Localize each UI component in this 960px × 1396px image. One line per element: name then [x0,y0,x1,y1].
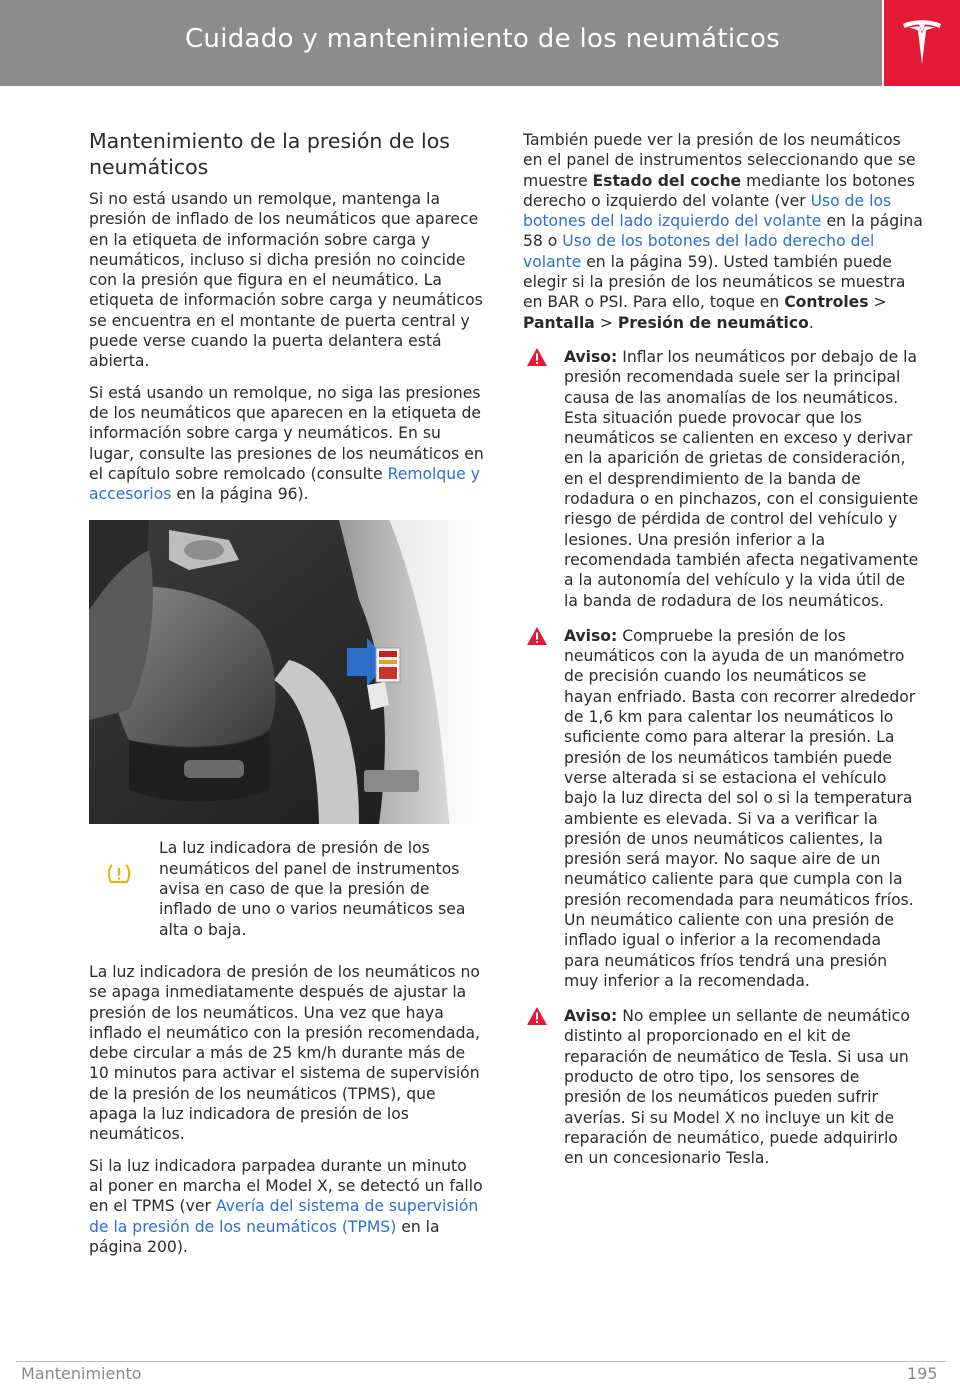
warning-text [564,1006,919,1168]
separator: > [594,313,618,332]
bold-term: Controles [784,293,869,312]
tesla-logo-icon [901,18,943,68]
warning-block [523,1006,923,1168]
warning-body: No emplee un sellante de neumático distinto al proporcionado en el kit de reparación de neumático de Tesla. Si usa un producto de otro tipo, los sensores de presión de los neumáticos pueden sufrir averías. Si su Model X no incluye un kit de reparación de neumático, puede adquirirlo en un concesionario Tesla. [564,1007,910,1168]
bold-term: Presión de neumático [617,313,809,332]
header-bar [0,0,882,86]
paragraph-text: en la página 200). [89,1217,440,1256]
warning-triangle-icon [526,1006,548,1026]
tire-pressure-icon [107,863,131,885]
warning-body: Compruebe la presión de los neumáticos con la ayuda de un manómetro de precisión cuando los neumáticos se hayan enfriado. Basta con recorrer alrededor de 1,6 km para calentar los neumáticos lo suficiente como para alterar la presión. La presión de los neumáticos también puede verse alterada si se estaciona el vehículo bajo la luz directa del sol o si la temperatura ambiente es elevada. Si va a verificar la presión de unos neumáticos calientes, la presión será mayor. No saque aire de un neumático caliente para que cumpla con la presión recomendada para neumáticos fríos. Un neumático caliente con una presión de inflado igual o inferior a la recomendada para neumáticos fríos tendrá una presión muy inferior a la recomendada. [564,626,916,990]
bold-term: Estado del coche [592,171,742,190]
tpms-indicator-note [89,838,484,939]
footer-divider [16,1361,946,1362]
link-right-steering-buttons[interactable]: Uso de los botones del lado derecho del volante [523,232,875,271]
tpms-warning-icon [89,838,159,939]
door-pillar-label-image [89,520,481,824]
paragraph [89,189,484,372]
warning-icon-wrap [523,626,564,991]
footer-section: Mantenimiento [21,1364,142,1383]
paragraph-text: . [808,313,814,332]
warning-triangle-icon [526,347,548,367]
warning-label: Aviso: [564,626,618,645]
paragraph [89,962,484,1145]
warning-icon-wrap [523,347,564,611]
right-column [523,130,923,1184]
warning-label: Aviso: [564,1007,618,1026]
paragraph-text: Si la luz indicadora parpadea durante un minuto al poner en marcha el Model X, se detectó un fallo en el TPMS (ver [89,1156,483,1216]
warning-text [564,347,919,611]
warning-block [523,626,923,991]
paragraph-text: en la página 59). Usted también puede elegir si la presión de los neumáticos se muestra en BAR o PSI. Para ello, toque en [523,252,906,312]
paragraph [89,383,484,505]
warning-text [564,626,919,991]
tesla-logo [884,0,960,86]
separator: > [868,293,887,312]
warning-block [523,347,923,611]
car-seat-illustration [89,520,481,824]
page-title: Cuidado y mantenimiento de los neumáticos [184,24,780,54]
bold-term: Pantalla [523,313,595,332]
paragraph [523,130,923,333]
paragraph-text: Si no está usando un remolque, mantenga la presión de inflado de los neumáticos que aparece en la etiqueta de información sobre carga y neumáticos, incluso si dicha presión no coincide con la presión que figura en el neumático. La etiqueta de información sobre carga y neumáticos se encuentra en el montante de puerta central y puede verse cuando la puerta delantera está abierta. [89,190,483,371]
paragraph-text: en la página 96). [171,485,309,504]
paragraph-text: Si está usando un remolque, no siga las presiones de los neumáticos que aparecen en la etiqueta de información sobre carga y neumáticos. En su lugar, consulte las presiones de los neumáticos en el capítulo sobre remolcado (consulte [89,383,484,483]
link-left-steering-buttons[interactable]: Uso de los botones del lado izquierdo del volante [523,191,892,231]
section-heading: Mantenimiento de la presión de los neumáticos [89,129,450,179]
paragraph [89,1156,484,1257]
warning-body: Inflar los neumáticos por debajo de la presión recomendada suele ser la principal causa de las anomalías de los neumáticos. Esta situación puede provocar que los neumáticos se calienten en exceso y derivar en la aparición de grietas de consideración, en el desprendimiento de la banda de rodadura o en pinchazos, con el consiguiente riesgo de pérdida de control del vehículo y lesiones. Una presión inferior a la recomendada también afecta negativamente a la autonomía del vehículo y la vida útil de la banda de rodadura de los neumáticos. [564,347,919,610]
indicator-text: La luz indicadora de presión de los neumáticos del panel de instrumentos avisa en caso de que la presión de inflado de uno o varios neumáticos sea alta o baja. [159,839,466,939]
warning-label: Aviso: [564,347,618,366]
link-tpms-fault[interactable]: Avería del sistema de supervisión de la presión de los neumáticos (TPMS) [89,1197,479,1236]
left-column [89,128,484,1268]
paragraph-text: La luz indicadora de presión de los neumáticos no se apaga inmediatamente después de ajustar la presión de los neumáticos. Una vez que haya inflado el neumático con la presión recomendada, debe circular a más de 25 km/h durante más de 10 minutos para activar el sistema de supervisión de la presión de los neumáticos (TPMS), que apaga la luz indicadora de presión de los neumáticos. [89,962,481,1144]
page-number: 195 [907,1364,938,1383]
link-remolque[interactable]: Remolque y accesorios [89,464,480,504]
warning-icon-wrap [523,1006,564,1168]
warning-triangle-icon [526,626,548,646]
paragraph-text: en la página 58 o [523,212,923,251]
paragraph-text: mediante los botones derecho o izquierdo del volante (ver [523,171,915,210]
paragraph-text: También puede ver la presión de los neumáticos en el panel de instrumentos seleccionando que se muestre [523,131,916,190]
